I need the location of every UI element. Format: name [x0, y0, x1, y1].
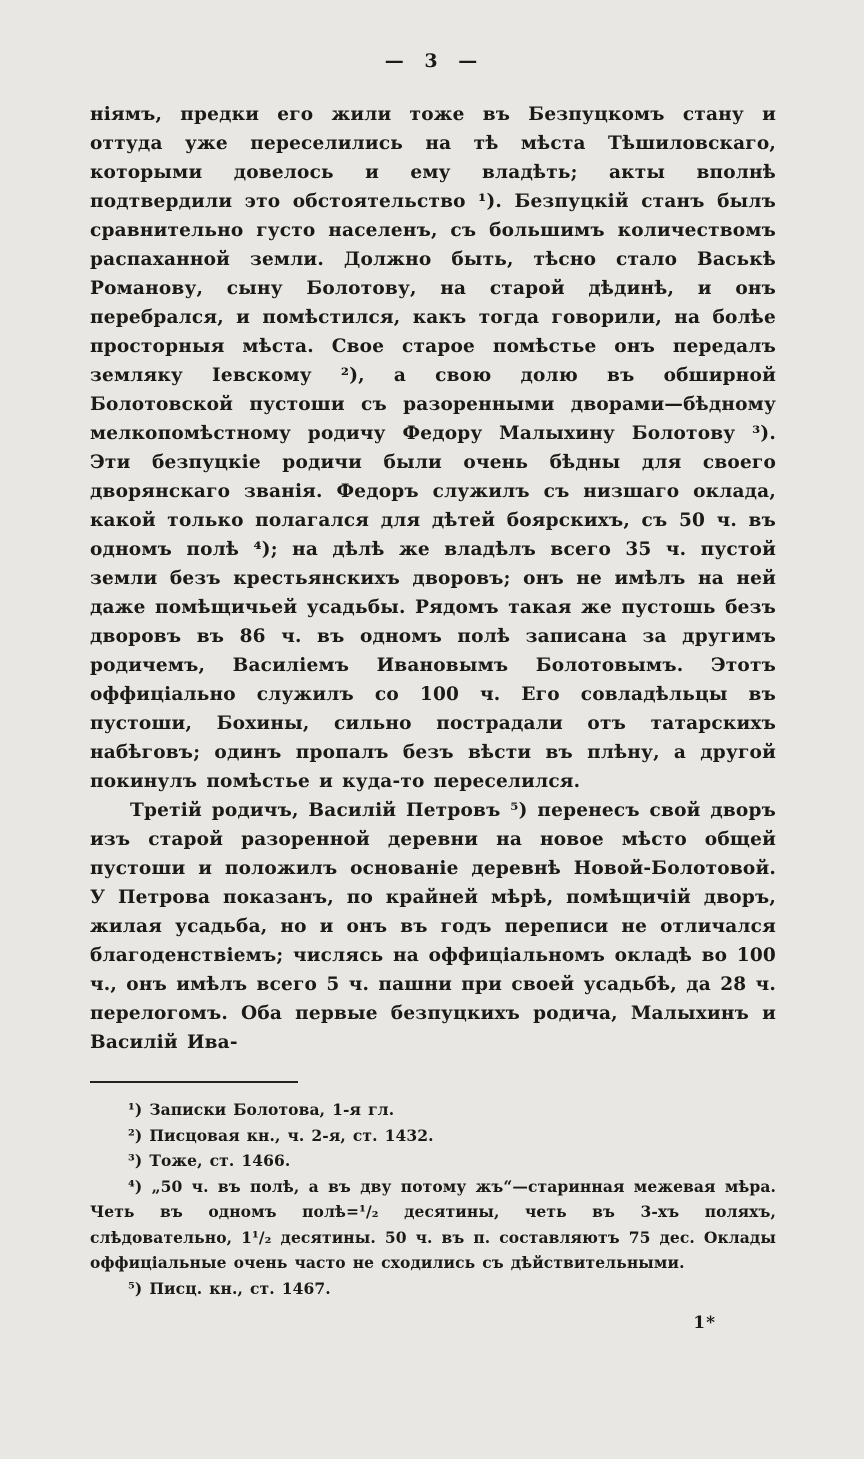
paragraph: Третій родичъ, Василій Петровъ ⁵) перенесъ свой дворъ изъ старой разоренной деревни на новое мѣсто общей пустоши и положилъ основаніе деревнѣ Новой-Болотовой. У Петрова показанъ, по крайней мѣрѣ, помѣщичій дворъ, жилая усадьба, но и онъ въ годъ переписи не отличался благоденствіемъ; числясь на оффиціальномъ окладѣ во 100 ч., онъ имѣлъ всего 5 ч. пашни при своей усадьбѣ, да 28 ч. перелогомъ. Оба первые безпуцкихъ родича, Малыхинъ и Василій Ива- [90, 800, 776, 1053]
body-text [90, 100, 776, 1057]
footnote-3: ³) Тоже, ст. 1466. [128, 1151, 291, 1170]
footnote-separator-rule [90, 1081, 298, 1083]
page-number: — 3 — [384, 50, 480, 72]
signature-mark: 1* [693, 1313, 716, 1333]
footnote-5: ⁵) Писц. кн., ст. 1467. [128, 1278, 331, 1298]
paragraph-continuation: ніямъ, предки его жили тоже въ Безпуцкомъ стану и оттуда уже переселились на тѣ мѣста Тѣшиловскаго, которыми довелось и ему владѣть; акты вполнѣ подтвердили это обстоятельство ¹). Безпуцкій станъ былъ сравнительно густо населенъ, съ большимъ количествомъ распаханной земли. Должно быть, тѣсно стало Васькѣ Романову, сыну Болотову, на старой дѣдинѣ, и онъ перебрался, и помѣстился, какъ тогда говорили, на болѣе просторныя мѣста. Свое старое помѣстье онъ передалъ земляку Іевскому ²), а свою долю въ обширной Болотовской пустоши съ разоренными дворами—бѣдному мелкопомѣстному родичу Федору Малыхину Болотову ³). Эти безпуцкіе родичи были очень бѣдны для своего дворянскаго званія. Федоръ служилъ съ низшаго оклада, какой только полагался для дѣтей боярскихъ, съ 50 ч. въ одномъ полѣ ⁴); на дѣлѣ же владѣлъ всего 35 ч. пустой земли безъ крестьянскихъ дворовъ; онъ не имѣлъ на ней даже помѣщичьей усадьбы. Рядомъ такая же пустошь безъ дворовъ въ 86 ч. въ одномъ полѣ записана за другимъ родичемъ, Василіемъ Ивановымъ Болотовымъ. Этотъ оффиціально служилъ со 100 ч. Его совладѣльцы въ пустоши, Бохины, сильно пострадали отъ татарскихъ набѣговъ; одинъ пропалъ безъ вѣсти въ плѣну, а другой покинулъ помѣстье и куда-то переселился. [90, 104, 776, 792]
page-header [0, 0, 864, 72]
footnote-2: ²) Писцовая кн., ч. 2-я, ст. 1432. [128, 1125, 434, 1145]
footnote-4: ⁴) „50 ч. въ полѣ, а въ дву потому жъ“—старинная межевая мѣра. Четь въ одномъ полѣ=¹/₂ десятины, четь въ 3-хъ поляхъ, слѣдовательно, 1¹/₂ десятины. 50 ч. въ п. составляютъ 75 дес. Оклады оффиціальные очень часто не сходились съ дѣйствительными. [90, 1176, 776, 1272]
footnote-1: ¹) Записки Болотова, 1-я гл. [128, 1100, 395, 1119]
footnotes-section [90, 1097, 776, 1301]
